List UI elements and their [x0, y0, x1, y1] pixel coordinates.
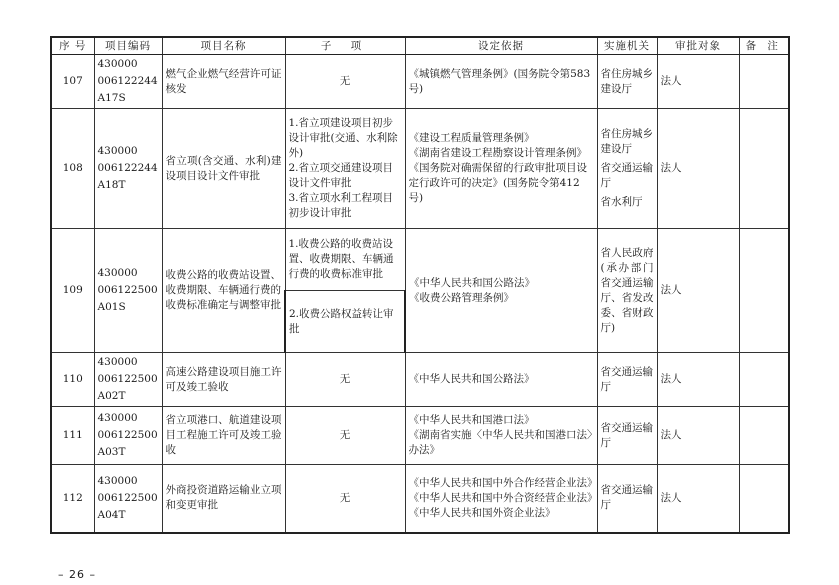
sub-item: 2.省立项交通建设项目设计文件审批 [288, 162, 394, 189]
row-sub: 无 [285, 55, 405, 109]
basis-line: 《湖南省实施〈中华人民共和国港口法〉办法》 [408, 429, 593, 456]
sub-item: 1.省立项建设项目初步设计审批(交通、水利除外) [288, 117, 398, 159]
row-target: 法人 [657, 465, 739, 533]
code-part: 006122244 [97, 162, 158, 174]
row-code [94, 407, 162, 465]
agency-line: 省交通运输厅 [600, 162, 653, 189]
code-part: 430000 [97, 267, 138, 279]
code-part: 430000 [97, 412, 138, 424]
agency-line: 省人民政府(承办部门省交通运输厅、省发改委、省财政厅) [600, 246, 654, 334]
row-name: 省立项(含交通、水利)建设项目设计文件审批 [162, 109, 285, 229]
row-target: 法人 [657, 353, 739, 407]
code-part: 006122500 [97, 284, 158, 296]
basis-line: 《中华人民共和国港口法》 [408, 414, 535, 426]
row-note [739, 353, 789, 407]
row-note [739, 407, 789, 465]
table-row [51, 229, 789, 291]
row-target: 法人 [657, 55, 739, 109]
sub-item: 3.省立项水利工程项目初步设计审批 [288, 192, 394, 219]
row-code [94, 229, 162, 353]
table-header-row [51, 37, 789, 55]
row-note [739, 465, 789, 533]
agency-line: 省交通运输厅 [600, 365, 653, 393]
header-agency: 实施机关 [597, 37, 657, 55]
row-sub [285, 229, 405, 291]
basis-line: 《中华人民共和国公路法》 [408, 373, 535, 385]
row-name: 收费公路的收费站设置、收费期限、车辆通行费的收费标准确定与调整审批 [162, 229, 285, 353]
header-seq: 序 号 [51, 37, 94, 55]
code-part: 006122500 [97, 429, 158, 441]
code-part: A17S [97, 92, 126, 104]
row-agency [597, 353, 657, 407]
sub-item: 2.收费公路权益转让审批 [289, 307, 394, 335]
row-basis [405, 465, 597, 533]
row-code [94, 109, 162, 229]
row-basis [405, 229, 597, 353]
agency-line: 省交通运输厅 [600, 421, 653, 449]
row-name: 燃气企业燃气经营许可证核发 [162, 55, 285, 109]
row-note [739, 109, 789, 229]
table-row [51, 465, 789, 533]
header-basis: 设定依据 [405, 37, 597, 55]
table-row [51, 353, 789, 407]
code-part: 430000 [97, 356, 138, 368]
row-sub: 无 [285, 353, 405, 407]
row-code [94, 465, 162, 533]
row-seq: 112 [51, 465, 94, 533]
basis-line: 《国务院对确需保留的行政审批项目设定行政许可的决定》(国务院令第412号) [408, 162, 587, 204]
row-basis [405, 407, 597, 465]
code-part: 430000 [97, 474, 138, 487]
basis-line: 《城镇燃气管理条例》(国务院令第583号) [408, 67, 591, 95]
sub-item: 1.收费公路的收费站设置、收费期限、车辆通行费的收费标准审批 [288, 238, 394, 280]
row-name: 外商投资道路运输业立项和变更审批 [162, 465, 285, 533]
row-code [94, 353, 162, 407]
code-part: 006122244 [97, 75, 158, 87]
row-sub: 无 [285, 465, 405, 533]
approval-items-table [50, 36, 790, 534]
header-name: 项目名称 [162, 37, 285, 55]
row-target: 法人 [657, 109, 739, 229]
code-part: A03T [97, 446, 126, 458]
agency-line: 省住房城乡建设厅 [600, 67, 653, 95]
row-note [739, 229, 789, 353]
page-number: – 26 – [58, 568, 96, 581]
basis-line: 《中华人民共和国外资企业法》 [408, 506, 556, 519]
code-part: 430000 [97, 58, 138, 70]
row-agency [597, 407, 657, 465]
row-agency [597, 229, 657, 353]
row-sub [285, 109, 405, 229]
basis-line: 《收费公路管理条例》 [409, 291, 514, 304]
agency-line: 省住房城乡建设厅 [600, 128, 653, 155]
header-code: 项目编码 [94, 37, 162, 55]
code-part: 430000 [97, 145, 138, 157]
row-seq: 111 [51, 407, 94, 465]
table-row [51, 109, 789, 229]
header-sub: 子 项 [285, 37, 405, 55]
basis-line: 《建设工程质量管理条例》 [408, 132, 535, 144]
row-name: 高速公路建设项目施工许可及竣工验收 [162, 353, 285, 407]
row-note [739, 55, 789, 109]
agency-line: 省交通运输厅 [600, 484, 653, 512]
row-seq: 110 [51, 353, 94, 407]
table-row [51, 407, 789, 465]
row-name: 省立项港口、航道建设项目工程施工许可及竣工验收 [162, 407, 285, 465]
basis-line: 《湖南省建设工程勘察设计管理条例》 [408, 147, 587, 159]
code-part: A18T [97, 179, 126, 191]
row-code [94, 55, 162, 109]
row-seq: 108 [51, 109, 94, 229]
row-seq: 109 [51, 229, 94, 353]
row-sub: 无 [285, 407, 405, 465]
row-agency [597, 55, 657, 109]
row-agency [597, 465, 657, 533]
row-sub [285, 291, 405, 353]
row-basis [405, 55, 597, 109]
code-part: A01S [97, 301, 126, 313]
code-part: 006122500 [97, 491, 158, 504]
basis-line: 《中华人民共和国公路法》 [409, 276, 535, 289]
code-part: A04T [97, 508, 126, 521]
row-seq: 107 [51, 55, 94, 109]
row-target: 法人 [657, 229, 739, 353]
row-target: 法人 [657, 407, 739, 465]
code-part: A02T [97, 390, 126, 402]
code-part: 006122500 [97, 373, 158, 385]
basis-line: 《中华人民共和国中外合作经营企业法》 [408, 476, 598, 489]
row-basis [405, 353, 597, 407]
table-row [51, 55, 789, 109]
agency-line: 省水利厅 [600, 196, 643, 208]
row-agency [597, 109, 657, 229]
header-note: 备 注 [739, 37, 789, 55]
header-target: 审批对象 [657, 37, 739, 55]
basis-line: 《中华人民共和国中外合资经营企业法》 [408, 491, 598, 504]
row-basis [405, 109, 597, 229]
